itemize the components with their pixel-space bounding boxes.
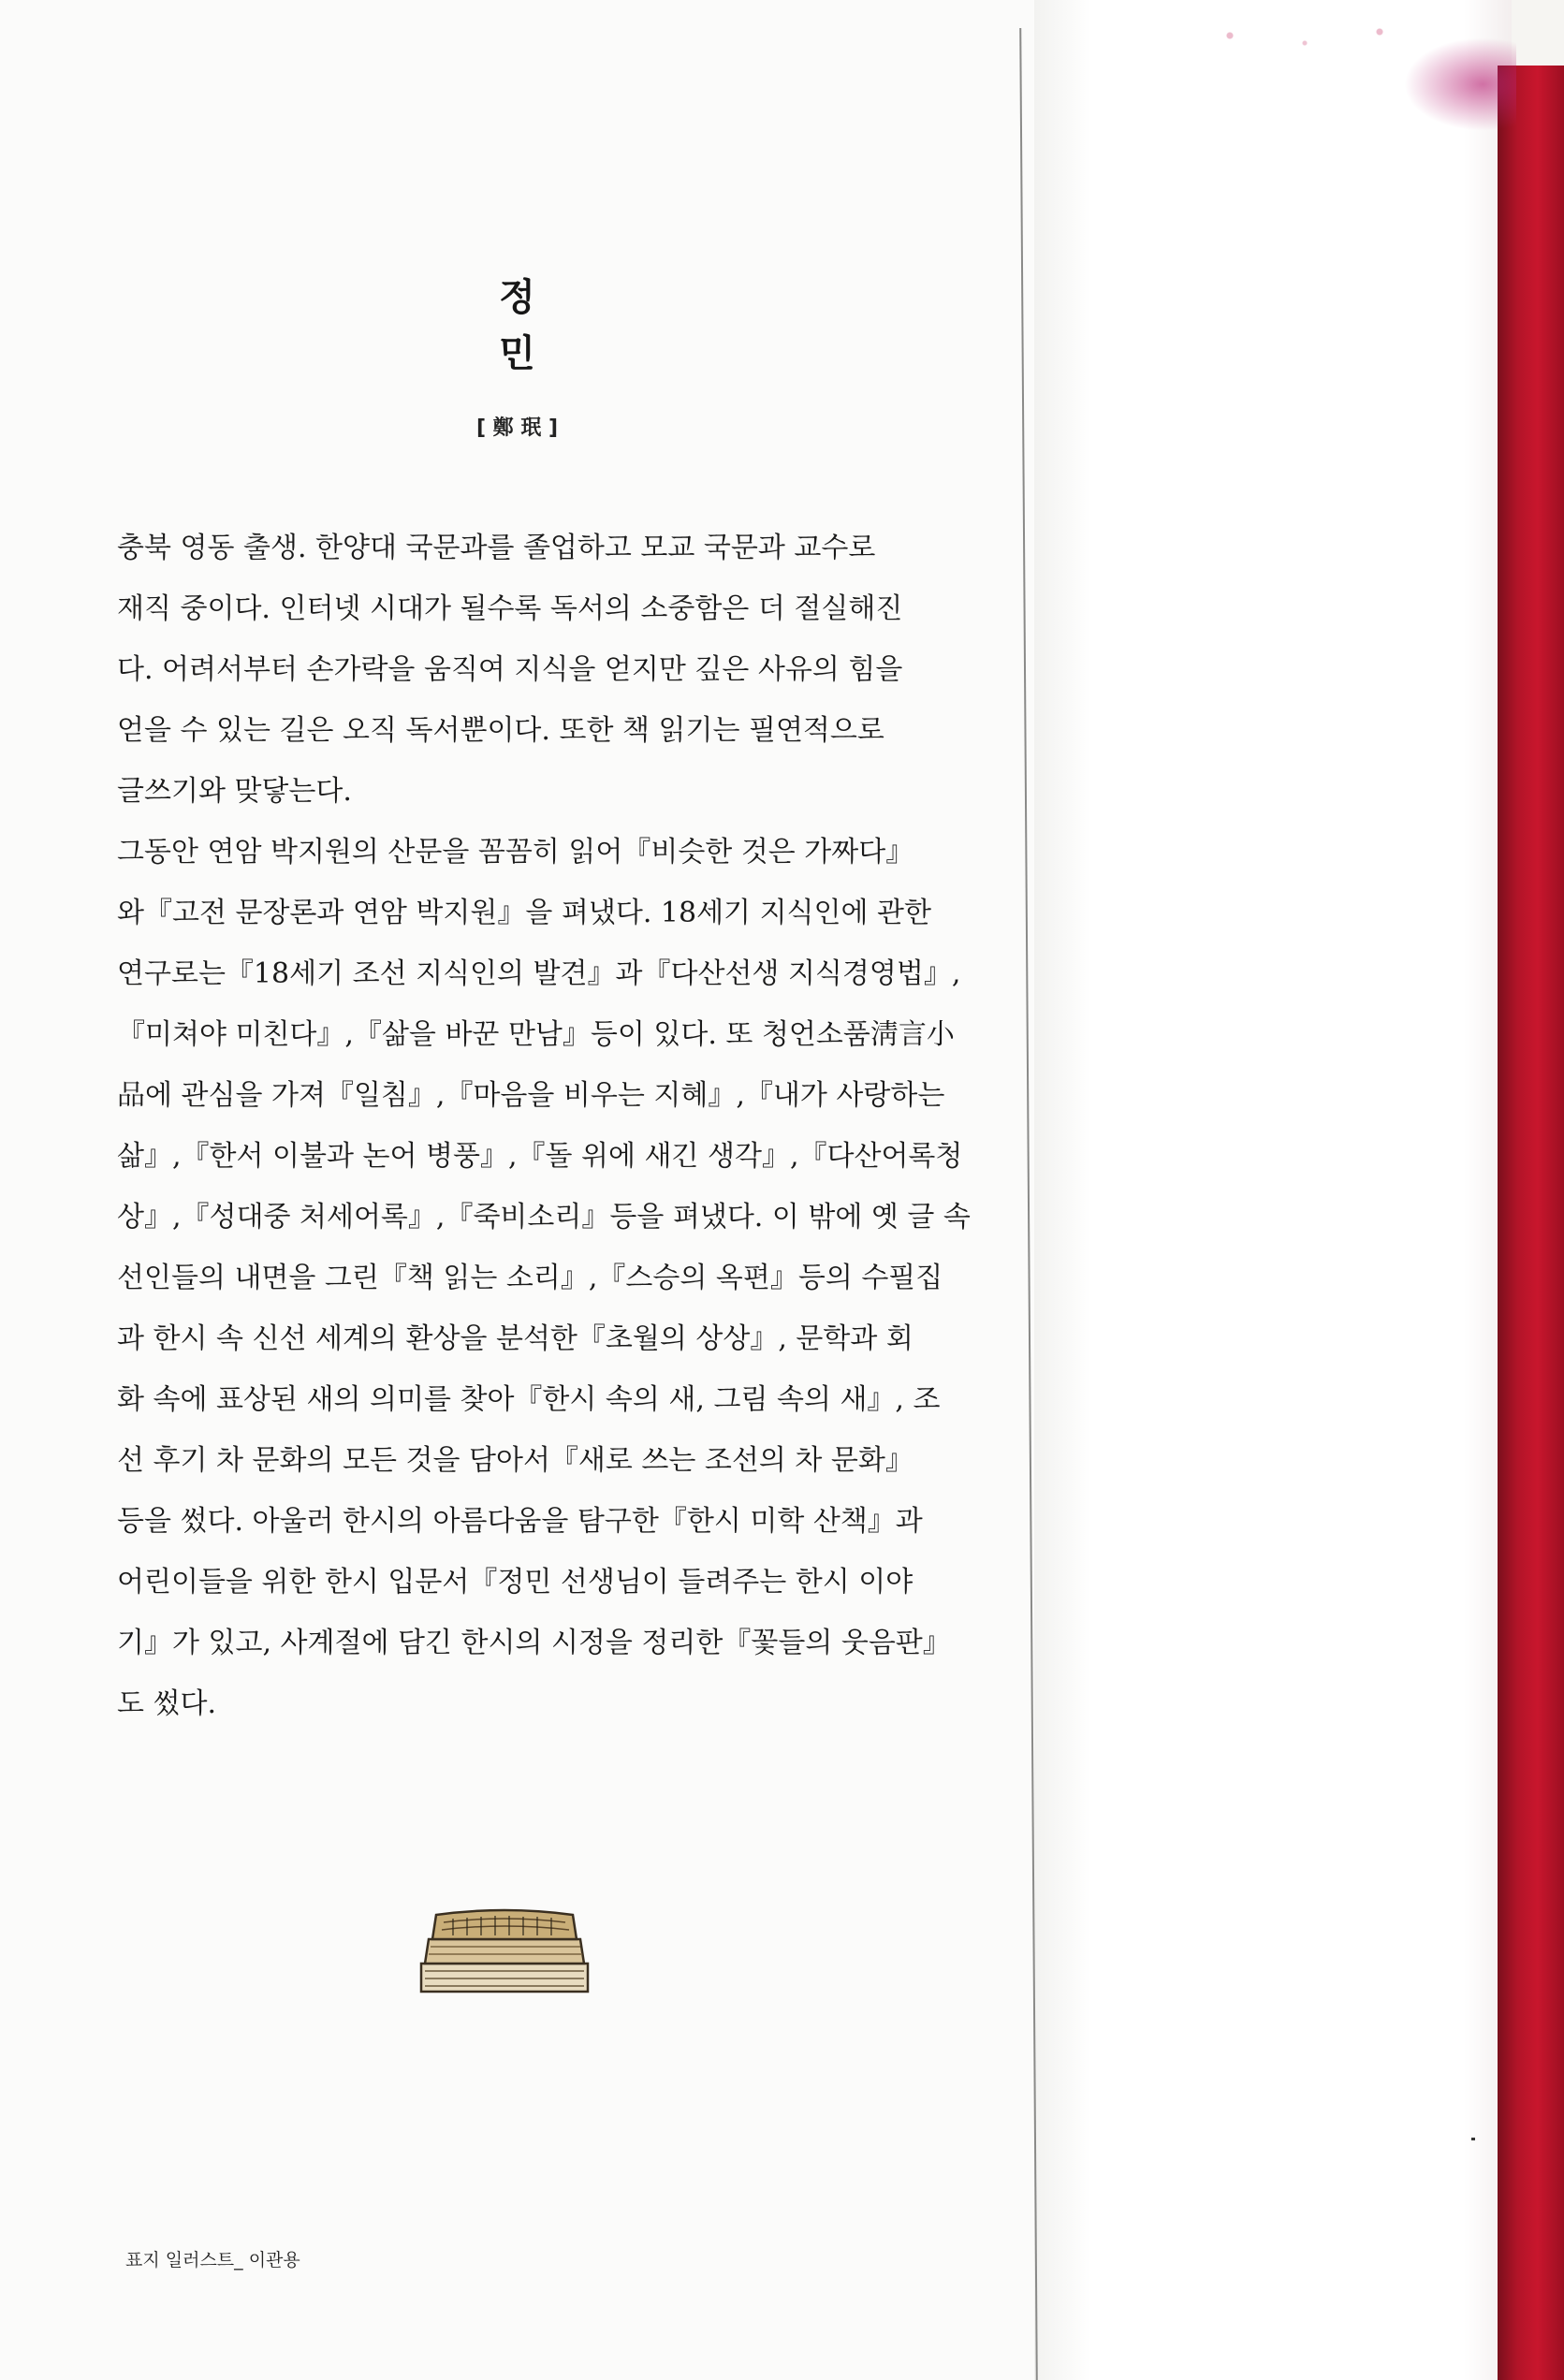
- cover-illustration-credit: 표지 일러스트_ 이관용: [125, 2250, 300, 2270]
- author-name-line-1: 정: [499, 276, 535, 319]
- bio-line: 충북 영동 출생. 한양대 국문과를 졸업하고 모교 국문과 교수로: [117, 532, 876, 564]
- bio-line: 와『고전 문장론과 연암 박지원』을 펴냈다. 18세기 지식인에 관한: [117, 897, 931, 929]
- bio-line: 『미쳐야 미친다』,『삶을 바꾼 만남』등이 있다. 또 청언소품淸言小: [117, 1018, 955, 1051]
- bio-line: 과 한시 속 신선 세계의 환상을 분석한『초월의 상상』, 문학과 회: [117, 1322, 914, 1355]
- bio-line: 기』가 있고, 사계절에 담긴 한시의 시정을 정리한『꽃들의 웃음판』: [117, 1627, 951, 1659]
- bio-line: 화 속에 표상된 새의 의미를 찾아『한시 속의 새, 그림 속의 새』, 조: [117, 1383, 941, 1416]
- bio-line: 선 후기 차 문화의 모든 것을 담아서『새로 쓰는 조선의 차 문화』: [117, 1444, 914, 1477]
- author-name-line-2: 민: [499, 332, 535, 375]
- bio-line: 다. 어려서부터 손가락을 움직여 지식을 얻지만 깊은 사유의 힘을: [117, 653, 903, 686]
- bio-line: 연구로는『18세기 조선 지식인의 발견』과『다산선생 지식경영법』,: [117, 957, 961, 990]
- bio-line: 品에 관심을 가져『일침』,『마음을 비우는 지혜』,『내가 사랑하는: [117, 1079, 945, 1112]
- bio-line: 어린이들을 위한 한시 입문서『정민 선생님이 들려주는 한시 이야: [117, 1566, 914, 1599]
- stacked-old-books-icon: [416, 1905, 593, 1999]
- author-biography: [117, 518, 971, 1734]
- bio-line: 등을 썼다. 아울러 한시의 아름다움을 탐구한『한시 미학 산책』과: [117, 1505, 923, 1538]
- page-speck: [1471, 2138, 1475, 2140]
- bio-line: 상』,『성대중 처세어록』,『죽비소리』등을 펴냈다. 이 밖에 옛 글 속: [117, 1201, 971, 1234]
- bio-line: 선인들의 내면을 그린『책 읽는 소리』,『스승의 옥편』등의 수필집: [117, 1262, 943, 1294]
- ink-specks: [1170, 21, 1469, 58]
- bio-line: 도 썼다.: [117, 1687, 217, 1720]
- bio-line: 그동안 연암 박지원의 산문을 꼼꼼히 읽어『비슷한 것은 가짜다』: [117, 836, 914, 869]
- right-page: [1034, 0, 1512, 2380]
- bio-line: 얻을 수 있는 길은 오직 독서뿐이다. 또한 책 읽기는 필연적으로: [117, 714, 884, 747]
- bio-line: 글쓰기와 맞닿는다.: [117, 775, 352, 808]
- bio-line: 재직 중이다. 인터넷 시대가 될수록 독서의 소중함은 더 절실해진: [117, 592, 903, 625]
- bio-line: 삶』,『한서 이불과 논어 병풍』,『돌 위에 새긴 생각』,『다산어록청: [117, 1140, 963, 1173]
- author-hanja-name: [ 鄭 珉 ]: [475, 416, 559, 440]
- book-cover-edge: [1498, 66, 1564, 2380]
